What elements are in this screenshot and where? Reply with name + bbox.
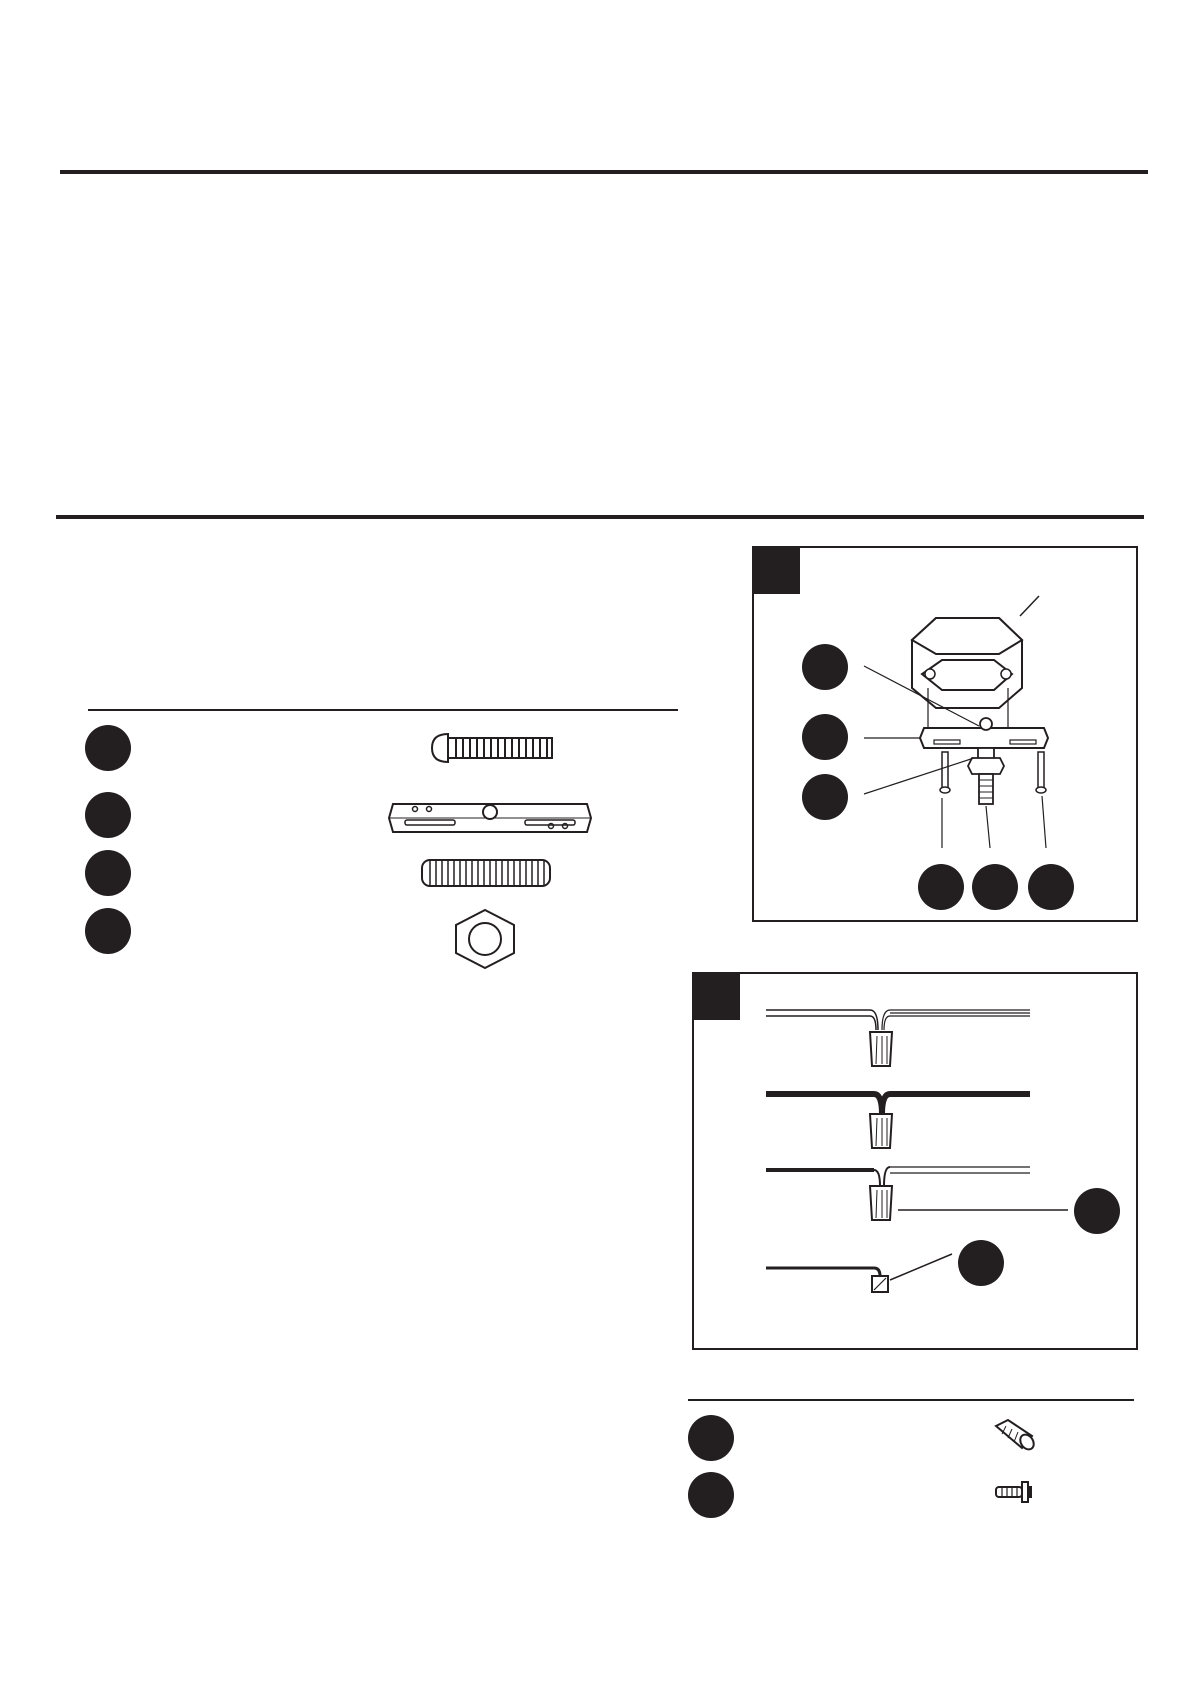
mounting-strap-icon — [385, 800, 595, 836]
ground-screw-icon — [992, 1478, 1036, 1506]
figure-1-marker-bottom-3 — [1028, 864, 1074, 910]
wire-connector-icon — [992, 1418, 1036, 1452]
wire-connection-icon — [694, 974, 1136, 1348]
hardware-marker-d — [85, 908, 131, 954]
figure-2-marker-connector — [1074, 1188, 1120, 1234]
threaded-pipe-icon — [418, 856, 554, 890]
hardware-marker-b — [85, 792, 131, 838]
top-rule — [60, 170, 1148, 174]
figure-2-panel — [692, 972, 1138, 1350]
hex-nut-icon — [450, 906, 520, 972]
figure-1-marker-left-1 — [802, 644, 848, 690]
hardware-marker-f — [688, 1472, 734, 1518]
figure-1-marker-bottom-2 — [972, 864, 1018, 910]
figure-1-marker-left-2 — [802, 714, 848, 760]
figure-1-marker-bottom-1 — [918, 864, 964, 910]
hardware-marker-e — [688, 1415, 734, 1461]
mounting-screw-icon — [428, 730, 558, 766]
figure-2-marker-ground — [958, 1240, 1004, 1286]
hardware-list-bottom-rule — [688, 1399, 1134, 1401]
hardware-marker-a — [85, 725, 131, 771]
hardware-list-rule — [88, 709, 678, 711]
figure-1-panel — [752, 546, 1138, 922]
hardware-marker-c — [85, 850, 131, 896]
figure-1-marker-left-3 — [802, 774, 848, 820]
section-rule — [56, 515, 1144, 519]
